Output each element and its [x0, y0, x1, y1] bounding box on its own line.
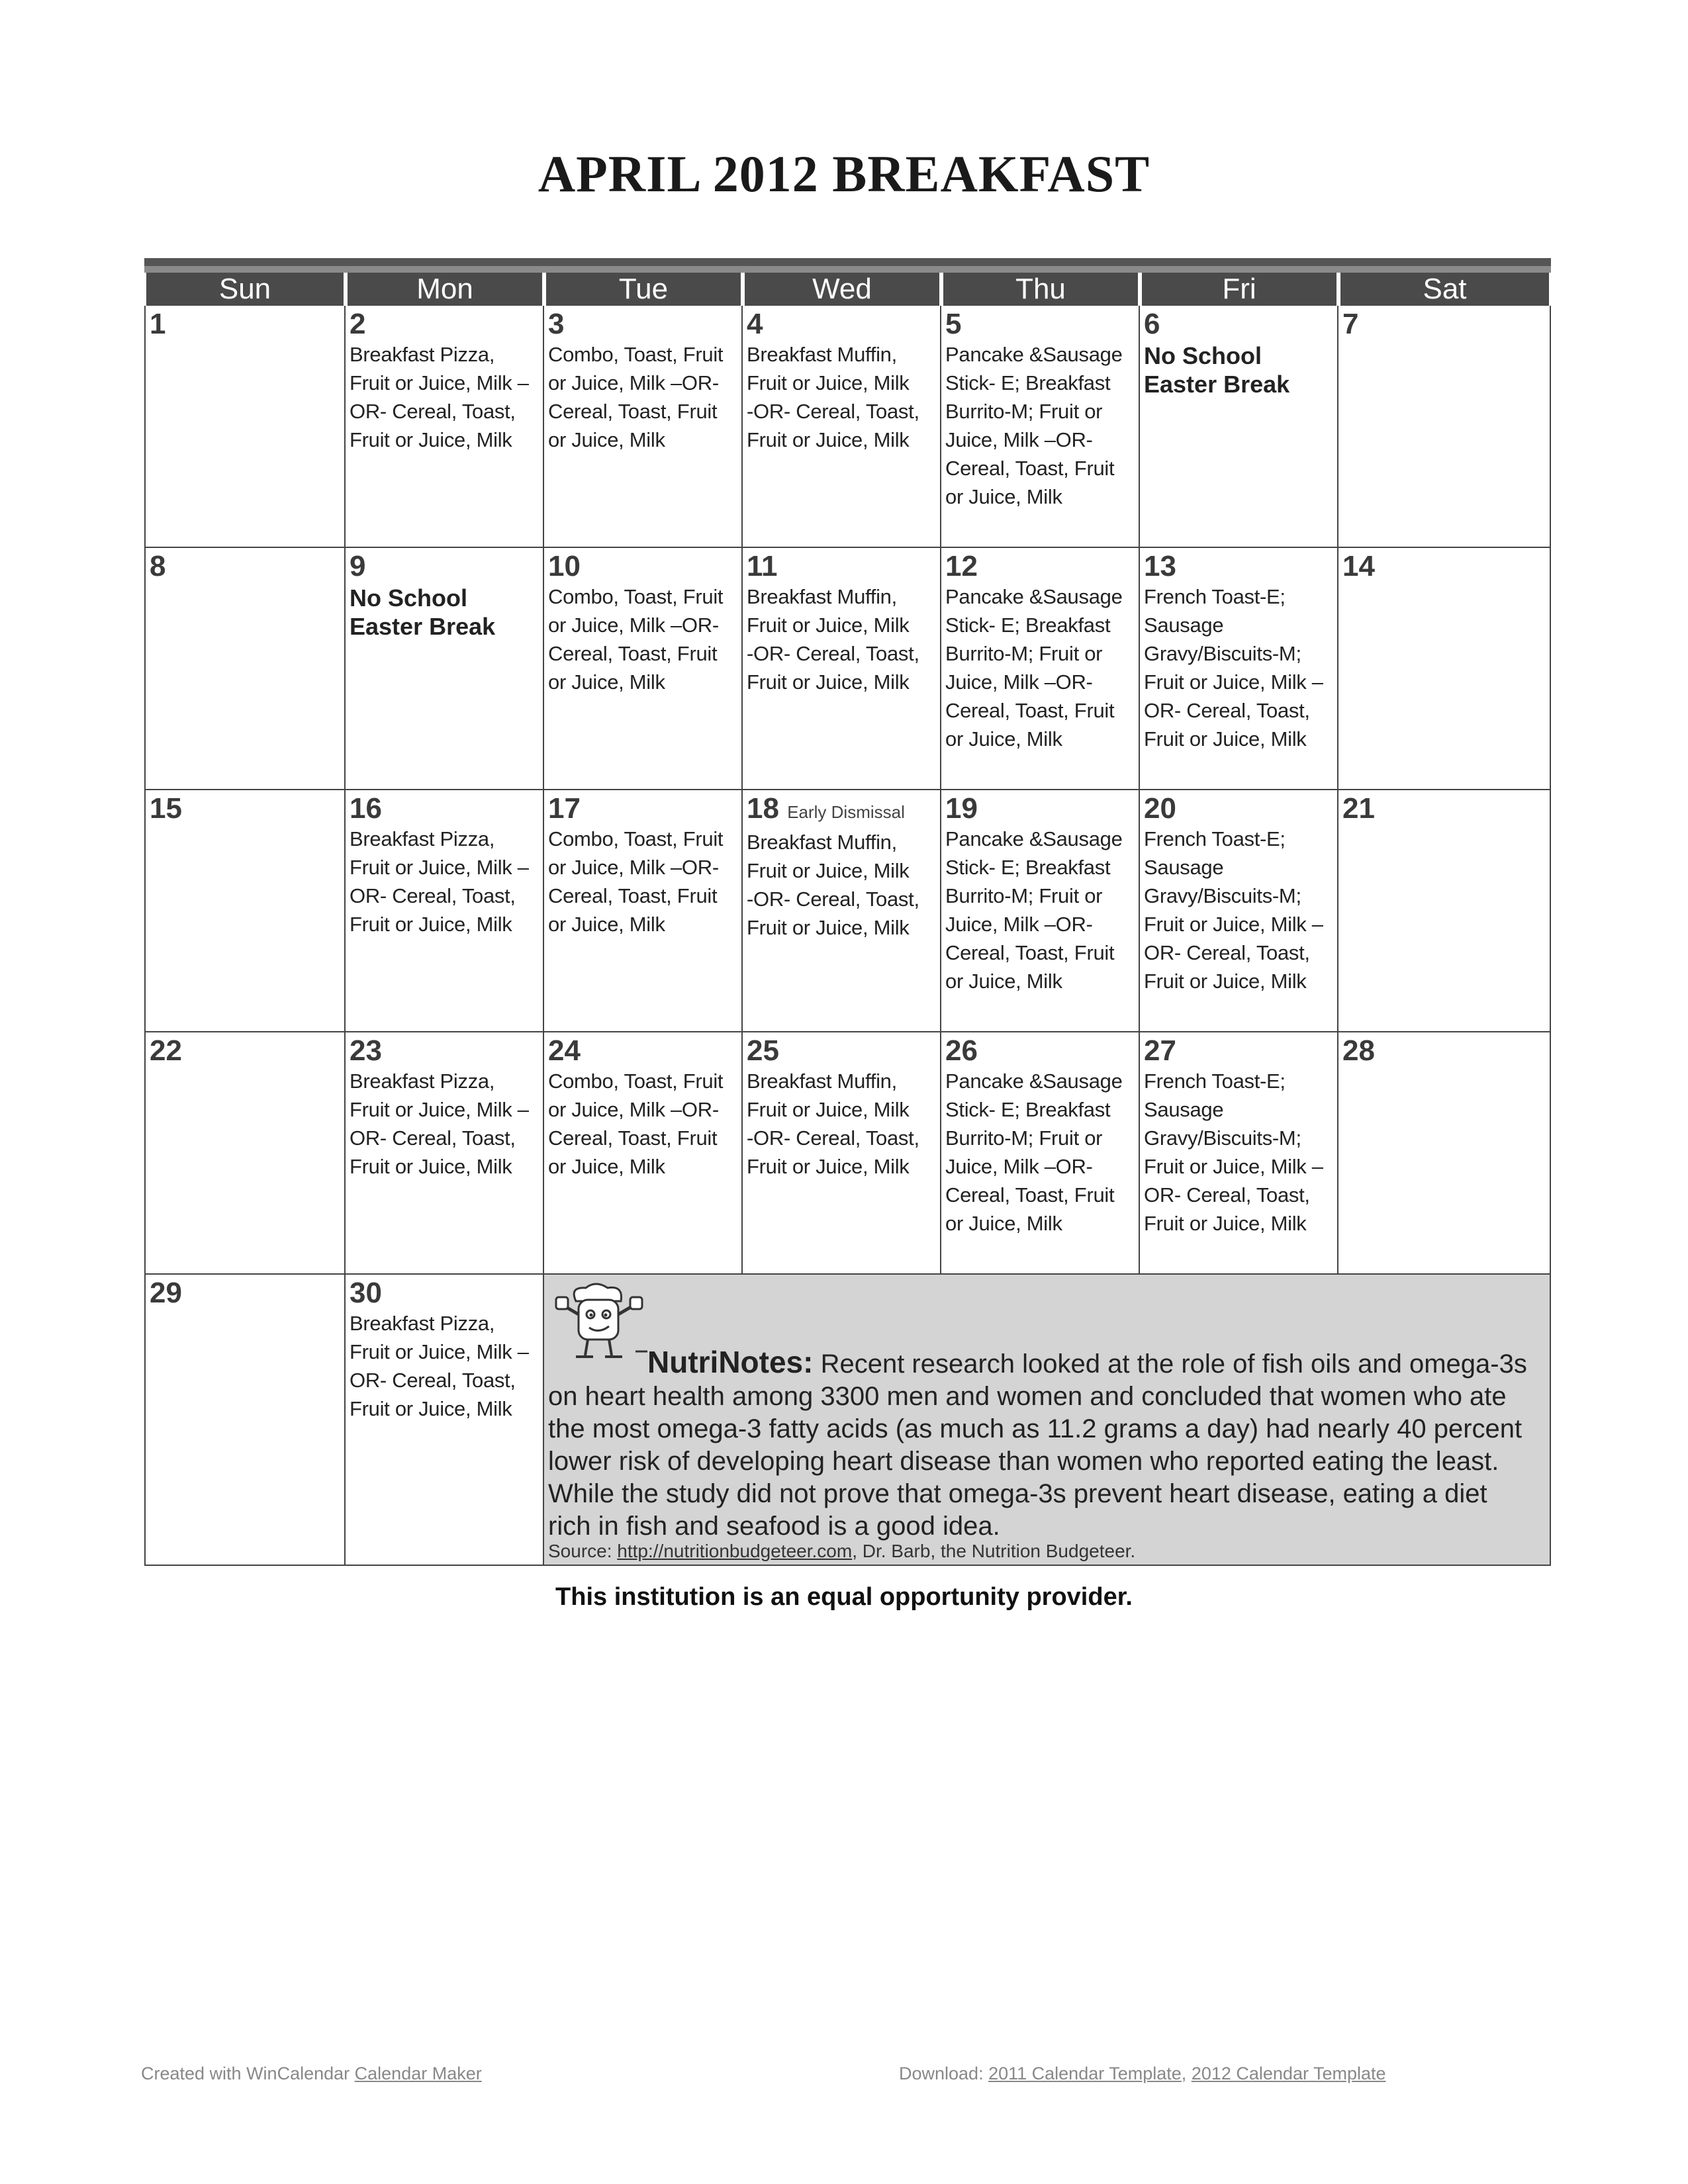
day-cell: [1338, 548, 1551, 790]
day-number: [150, 552, 344, 581]
day-cell: [346, 1032, 544, 1275]
source-attribution: , Dr. Barb, the Nutrition Budgeteer.: [852, 1541, 1136, 1561]
page-title: APRIL 2012 BREAKFAST: [538, 145, 1150, 203]
day-number: [150, 310, 344, 339]
day-number-text: 28: [1342, 1034, 1375, 1067]
day-cell: [1338, 1032, 1551, 1275]
nutrinotes-text-block: [548, 1346, 1536, 1543]
footer-left: [141, 2064, 482, 2084]
nutrinotes-box: [544, 1275, 1551, 1566]
day-number-text: 12: [945, 550, 978, 582]
template-2012-link[interactable]: 2012 Calendar Template: [1191, 2064, 1386, 2083]
day-number: [1144, 310, 1337, 339]
day-cell: [544, 1032, 743, 1275]
menu-text: Pancake &Sausage Stick- E; Breakfast Burrito-M; Fruit or Juice, Milk –OR- Cereal, Toast, Fruit or Juice, Milk: [945, 343, 1123, 508]
day-number-text: 11: [747, 550, 778, 582]
day-header-mon: Mon: [348, 273, 542, 306]
day-cell: [1338, 790, 1551, 1032]
day-number: [747, 310, 940, 339]
day-number-text: 9: [350, 550, 366, 582]
menu-text: Breakfast Pizza, Fruit or Juice, Milk – OR- Cereal, Toast, Fruit or Juice, Milk: [350, 1312, 529, 1420]
menu-text: Breakfast Pizza, Fruit or Juice, Milk – OR- Cereal, Toast, Fruit or Juice, Milk: [350, 827, 529, 936]
menu-text: Pancake &Sausage Stick- E; Breakfast Burrito-M; Fruit or Juice, Milk –OR- Cereal, Toast, Fruit or Juice, Milk: [945, 1069, 1123, 1235]
day-number: [747, 552, 940, 581]
day-number-text: 22: [150, 1034, 182, 1067]
day-number: [150, 1036, 344, 1066]
day-cell: [743, 548, 941, 790]
day-number: [150, 794, 344, 823]
day-number: [1342, 794, 1550, 823]
day-number-text: 17: [548, 792, 581, 825]
day-number-text: 24: [548, 1034, 581, 1067]
day-number-text: 25: [747, 1034, 779, 1067]
day-number-text: 4: [747, 308, 763, 340]
day-cell: [144, 1275, 346, 1566]
day-cell: [346, 790, 544, 1032]
day-number: [548, 1036, 741, 1066]
day-header-sun: Sun: [146, 273, 344, 306]
day-number-text: 21: [1342, 792, 1375, 825]
day-number: [150, 1279, 344, 1308]
footer-right-text: Download:: [899, 2064, 989, 2083]
day-number-text: 7: [1342, 308, 1359, 340]
day-number-text: 2: [350, 308, 366, 340]
day-number: [1342, 1036, 1550, 1066]
day-number-text: 19: [945, 792, 978, 825]
day-cell: [941, 306, 1140, 548]
header-band: [144, 266, 1551, 273]
day-number: [945, 1036, 1139, 1066]
day-number-text: 27: [1144, 1034, 1176, 1067]
day-number-text: 30: [350, 1277, 382, 1309]
day-number-text: 29: [150, 1277, 182, 1309]
day-header-tue: Tue: [546, 273, 741, 306]
menu-text: Combo, Toast, Fruit or Juice, Milk –OR- Cereal, Toast, Fruit or Juice, Milk: [548, 827, 724, 936]
day-number-text: 10: [548, 550, 581, 582]
day-cell: [544, 548, 743, 790]
day-cell: [346, 548, 544, 790]
equal-opportunity-statement: This institution is an equal opportunity provider.: [555, 1583, 1133, 1611]
no-school-notice: No School Easter Break: [1144, 342, 1290, 398]
day-number: [747, 794, 940, 827]
day-number: [1342, 552, 1550, 581]
day-cell: [144, 548, 346, 790]
menu-text: Breakfast Pizza, Fruit or Juice, Milk – OR- Cereal, Toast, Fruit or Juice, Milk: [350, 1069, 529, 1178]
day-number-text: 26: [945, 1034, 978, 1067]
menu-text: Breakfast Muffin, Fruit or Juice, Milk -OR- Cereal, Toast, Fruit or Juice, Milk: [747, 343, 919, 451]
day-cell: [544, 306, 743, 548]
day-number: [548, 552, 741, 581]
day-cell: [144, 1032, 346, 1275]
day-number-text: 3: [548, 308, 565, 340]
day-cell: [743, 306, 941, 548]
menu-text: French Toast-E; Sausage Gravy/Biscuits-M; Fruit or Juice, Milk – OR- Cereal, Toast, Fruit or Juice, Milk: [1144, 827, 1323, 993]
day-number-text: 16: [350, 792, 382, 825]
day-number-text: 5: [945, 308, 962, 340]
day-cell: [941, 548, 1140, 790]
day-header-wed: Wed: [745, 273, 939, 306]
menu-text: Breakfast Pizza, Fruit or Juice, Milk – OR- Cereal, Toast, Fruit or Juice, Milk: [350, 343, 529, 451]
day-number-text: 14: [1342, 550, 1375, 582]
day-cell: [346, 1275, 544, 1566]
day-number: [1144, 552, 1337, 581]
day-cell: [743, 1032, 941, 1275]
nutrinotes-heading: NutriNotes:: [647, 1345, 814, 1379]
day-header-thu: Thu: [943, 273, 1138, 306]
menu-text: Breakfast Muffin, Fruit or Juice, Milk -OR- Cereal, Toast, Fruit or Juice, Milk: [747, 585, 919, 694]
day-cell: [941, 1032, 1140, 1275]
day-number-text: 20: [1144, 792, 1176, 825]
day-cell: [1140, 790, 1338, 1032]
day-number: [1144, 1036, 1337, 1066]
day-cell: [743, 790, 941, 1032]
day-cell: [1140, 1032, 1338, 1275]
day-number: [945, 552, 1139, 581]
menu-text: Combo, Toast, Fruit or Juice, Milk –OR- Cereal, Toast, Fruit or Juice, Milk: [548, 343, 724, 451]
day-note: Early Dismissal: [787, 802, 905, 822]
menu-text: Breakfast Muffin, Fruit or Juice, Milk -OR- Cereal, Toast, Fruit or Juice, Milk: [747, 1069, 919, 1178]
day-number-text: 18: [747, 792, 779, 825]
day-number: [747, 1036, 940, 1066]
day-cell: [1140, 548, 1338, 790]
day-header-sat: Sat: [1340, 273, 1549, 306]
calendar-top-border: [144, 258, 1551, 266]
day-cell: [1140, 306, 1338, 548]
template-2011-link[interactable]: 2011 Calendar Template: [988, 2064, 1182, 2083]
nutrinotes-text: Recent research looked at the role of fish oils and omega-3s on heart health among 3300 men and women and concluded that women who ate the most omega-3 fatty acids (as much as 11.2 grams a day) had nearly 40 percent lower risk of developing heart disease than women who reported eating the least. While the study did not prove that omega-3s prevent heart disease, eating a diet rich in fish and seafood is a good idea.: [548, 1349, 1527, 1541]
day-number: [350, 1036, 543, 1066]
calendar-maker-link[interactable]: Calendar Maker: [354, 2064, 482, 2083]
day-cell: [144, 306, 346, 548]
menu-text: French Toast-E; Sausage Gravy/Biscuits-M; Fruit or Juice, Milk – OR- Cereal, Toast, Fruit or Juice, Milk: [1144, 1069, 1323, 1235]
menu-text: Combo, Toast, Fruit or Juice, Milk –OR- Cereal, Toast, Fruit or Juice, Milk: [548, 585, 724, 694]
day-number-text: 1: [150, 308, 166, 340]
footer-right: [899, 2064, 1386, 2084]
menu-text: French Toast-E; Sausage Gravy/Biscuits-M; Fruit or Juice, Milk – OR- Cereal, Toast, Fruit or Juice, Milk: [1144, 585, 1323, 751]
day-number-text: 15: [150, 792, 182, 825]
menu-text: Pancake &Sausage Stick- E; Breakfast Burrito-M; Fruit or Juice, Milk –OR- Cereal, Toast, Fruit or Juice, Milk: [945, 827, 1123, 993]
menu-text: Pancake &Sausage Stick- E; Breakfast Burrito-M; Fruit or Juice, Milk –OR- Cereal, Toast, Fruit or Juice, Milk: [945, 585, 1123, 751]
nutrinotes-source: [548, 1541, 1135, 1562]
day-cell: [144, 790, 346, 1032]
no-school-notice: No School Easter Break: [350, 584, 496, 640]
calendar: [144, 258, 1551, 1575]
day-number-text: 13: [1144, 550, 1176, 582]
day-number: [945, 794, 1139, 823]
day-number: [350, 794, 543, 823]
day-number: [350, 1279, 543, 1308]
day-cell: [346, 306, 544, 548]
day-number-text: 6: [1144, 308, 1160, 340]
day-number: [1342, 310, 1550, 339]
menu-text: Combo, Toast, Fruit or Juice, Milk –OR- Cereal, Toast, Fruit or Juice, Milk: [548, 1069, 724, 1178]
day-cell: [1338, 306, 1551, 548]
day-header-fri: Fri: [1142, 273, 1336, 306]
day-number: [945, 310, 1139, 339]
day-number: [350, 552, 543, 581]
footer-left-text: Created with WinCalendar: [141, 2064, 355, 2083]
day-number: [548, 310, 741, 339]
source-link[interactable]: http://nutritionbudgeteer.com: [617, 1541, 853, 1561]
footer-separator: ,: [1181, 2064, 1192, 2083]
menu-text: Breakfast Muffin, Fruit or Juice, Milk -OR- Cereal, Toast, Fruit or Juice, Milk: [747, 831, 919, 939]
day-number-text: 23: [350, 1034, 382, 1067]
day-number-text: 8: [150, 550, 166, 582]
day-number: [548, 794, 741, 823]
source-label: Source:: [548, 1541, 612, 1561]
day-number: [350, 310, 543, 339]
day-cell: [544, 790, 743, 1032]
day-number: [1144, 794, 1337, 823]
day-cell: [941, 790, 1140, 1032]
